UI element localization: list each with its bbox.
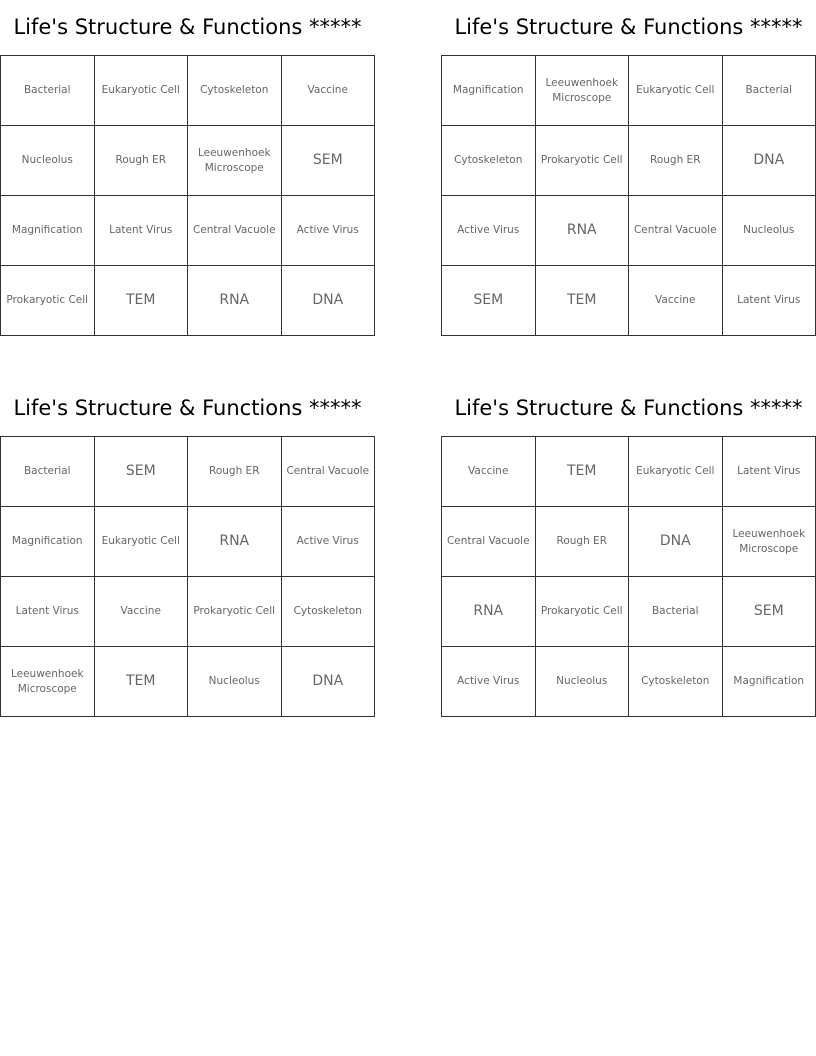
bingo-cell: Rough ER (95, 126, 189, 196)
bingo-cell: Prokaryotic Cell (188, 577, 282, 647)
bingo-grid (441, 55, 816, 336)
bingo-cell: Central Vacuole (629, 196, 723, 266)
bingo-cell: Eukaryotic Cell (95, 507, 189, 577)
bingo-cell: Vaccine (629, 266, 723, 336)
bingo-cell: Latent Virus (1, 577, 95, 647)
bingo-cell: Vaccine (282, 56, 376, 126)
bingo-card (441, 381, 816, 717)
bingo-cell: TEM (536, 437, 630, 507)
bingo-cell: Leeuwenhoek Microscope (536, 56, 630, 126)
bingo-cell: Central Vacuole (188, 196, 282, 266)
bingo-cell: Nucleolus (1, 126, 95, 196)
bingo-cell: Leeuwenhoek Microscope (1, 647, 95, 717)
bingo-cell: DNA (723, 126, 816, 196)
bingo-cell: Eukaryotic Cell (629, 437, 723, 507)
bingo-cell: Bacterial (723, 56, 816, 126)
bingo-cell: SEM (95, 437, 189, 507)
bingo-cell: Nucleolus (536, 647, 630, 717)
bingo-cell: Vaccine (442, 437, 536, 507)
bingo-cell: SEM (282, 126, 376, 196)
bingo-cell: TEM (95, 647, 189, 717)
bingo-cell: Prokaryotic Cell (1, 266, 95, 336)
bingo-cell: Eukaryotic Cell (629, 56, 723, 126)
bingo-cell: Bacterial (1, 437, 95, 507)
bingo-grid (0, 55, 375, 336)
bingo-cell: Latent Virus (723, 266, 816, 336)
bingo-cell: Cytoskeleton (442, 126, 536, 196)
bingo-cell: Magnification (1, 196, 95, 266)
bingo-cell: RNA (188, 266, 282, 336)
bingo-cell: Cytoskeleton (282, 577, 376, 647)
bingo-cell: Rough ER (536, 507, 630, 577)
bingo-cell: Latent Virus (95, 196, 189, 266)
bingo-cell: Leeuwenhoek Microscope (188, 126, 282, 196)
bingo-cell: DNA (629, 507, 723, 577)
bingo-cell: Magnification (442, 56, 536, 126)
card-title: Life's Structure & Functions ***** (454, 396, 803, 420)
bingo-card (0, 0, 375, 336)
bingo-cell: Rough ER (188, 437, 282, 507)
bingo-cell: Prokaryotic Cell (536, 577, 630, 647)
bingo-cell: Leeuwenhoek Microscope (723, 507, 816, 577)
bingo-cell: Bacterial (629, 577, 723, 647)
bingo-cell: Prokaryotic Cell (536, 126, 630, 196)
bingo-card (441, 0, 816, 336)
bingo-cell: Active Virus (442, 196, 536, 266)
bingo-cell: Cytoskeleton (629, 647, 723, 717)
card-title: Life's Structure & Functions ***** (13, 15, 362, 39)
bingo-cell: Active Virus (282, 196, 376, 266)
bingo-cell: Latent Virus (723, 437, 816, 507)
bingo-cell: Bacterial (1, 56, 95, 126)
bingo-grid (441, 436, 816, 717)
bingo-cell: Nucleolus (188, 647, 282, 717)
bingo-cell: SEM (723, 577, 816, 647)
bingo-card (0, 381, 375, 717)
bingo-cell: SEM (442, 266, 536, 336)
bingo-cell: TEM (95, 266, 189, 336)
card-title: Life's Structure & Functions ***** (454, 15, 803, 39)
bingo-cell: DNA (282, 266, 376, 336)
bingo-cell: Active Virus (282, 507, 376, 577)
bingo-cell: Central Vacuole (442, 507, 536, 577)
bingo-cell: RNA (188, 507, 282, 577)
bingo-cell: Vaccine (95, 577, 189, 647)
card-title: Life's Structure & Functions ***** (13, 396, 362, 420)
bingo-cell: Central Vacuole (282, 437, 376, 507)
bingo-cell: Cytoskeleton (188, 56, 282, 126)
bingo-cell: Rough ER (629, 126, 723, 196)
bingo-cell: DNA (282, 647, 376, 717)
bingo-cell: Active Virus (442, 647, 536, 717)
bingo-cell: Magnification (723, 647, 816, 717)
bingo-cell: RNA (442, 577, 536, 647)
bingo-cell: TEM (536, 266, 630, 336)
bingo-cell: Eukaryotic Cell (95, 56, 189, 126)
bingo-cell: Magnification (1, 507, 95, 577)
bingo-grid (0, 436, 375, 717)
bingo-cell: RNA (536, 196, 630, 266)
bingo-cell: Nucleolus (723, 196, 816, 266)
